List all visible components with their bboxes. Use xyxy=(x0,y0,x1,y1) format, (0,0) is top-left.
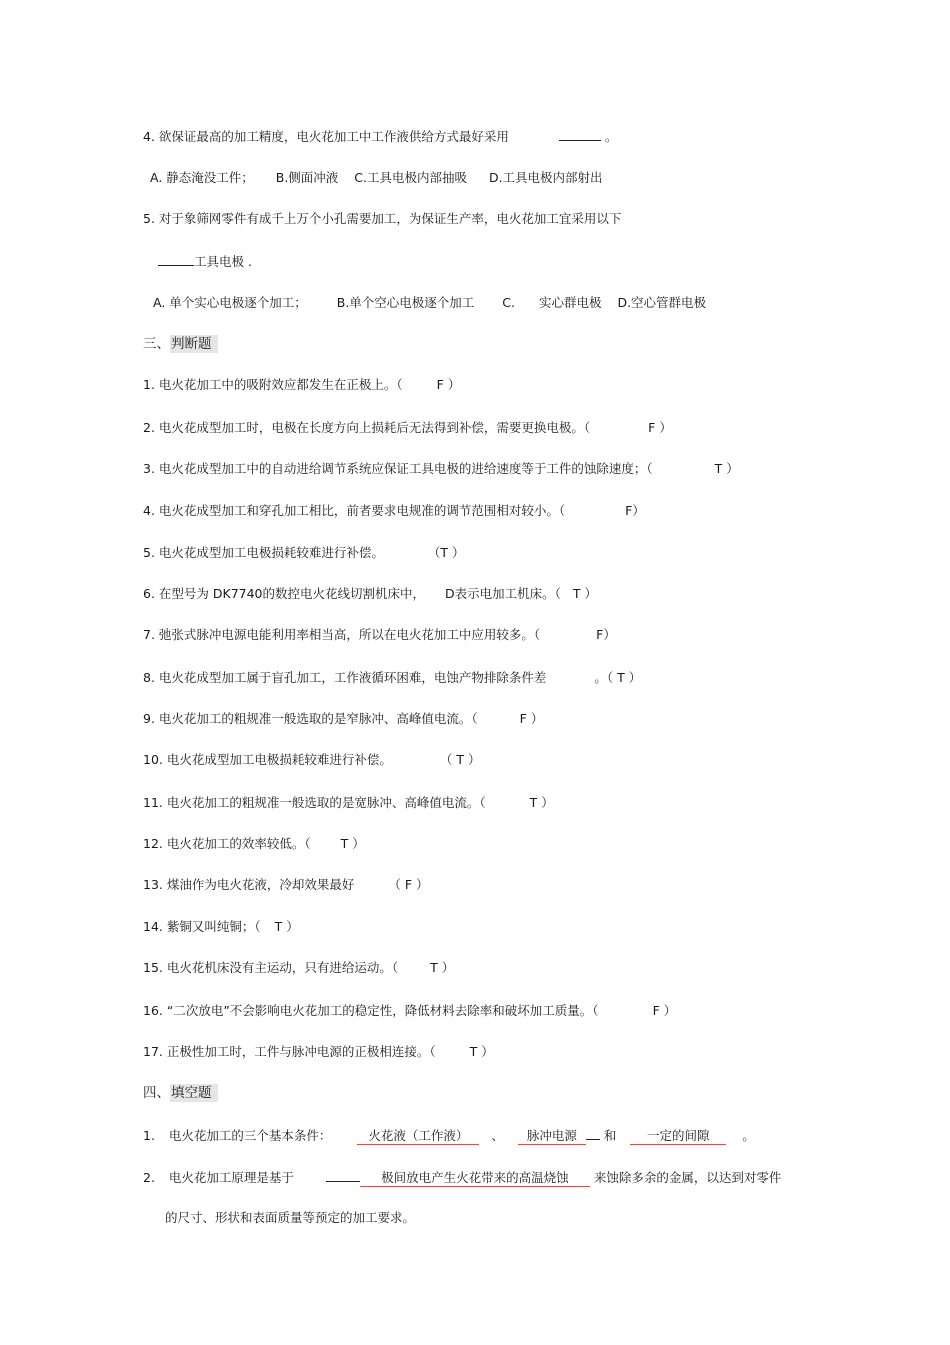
tf-item-14 xyxy=(143,919,299,935)
tf-answer: 。（ T ） xyxy=(594,670,642,685)
fill1-answer-1: 火花液（工作液） xyxy=(357,1128,479,1145)
fill1-sep1: 、 xyxy=(491,1128,504,1143)
q5-option-b: B.单个空心电极逐个加工 xyxy=(336,295,475,310)
tf-question: 13. 煤油作为电火花液，冷却效果最好 xyxy=(143,877,355,892)
tf-question: 3. 电火花成型加工中的自动进给调节系统应保证工具电极的进给速度等于工件的蚀除速度；（ xyxy=(143,461,653,476)
tf-item-13 xyxy=(143,877,429,893)
tf-item-6 xyxy=(143,586,597,602)
fill2-after: 来蚀除多余的金属，以达到对零件 xyxy=(593,1170,782,1185)
q4-number: 4. xyxy=(143,129,155,144)
tf-answer: F） xyxy=(596,627,616,642)
tf-item-3 xyxy=(143,461,739,477)
tf-item-1 xyxy=(143,377,460,393)
section4-prefix: 四、 xyxy=(143,1085,170,1101)
section3-heading xyxy=(143,336,218,352)
tf-question: 5. 电火花成型加工电极损耗较难进行补偿。 xyxy=(143,545,384,560)
tf-item-17 xyxy=(143,1044,494,1060)
q5-option-a: A. 单个实心电极逐个加工； xyxy=(153,295,307,310)
q4-end: 。 xyxy=(604,129,618,144)
tf-answer: T ） xyxy=(340,836,365,851)
tf-question: 7. 弛张式脉冲电源电能利用率相当高，所以在电火花加工中应用较多。（ xyxy=(143,627,541,642)
fill2-line2: 的尺寸、形状和表面质量等预定的加工要求。 xyxy=(165,1210,416,1225)
tf-answer: T ） xyxy=(469,1044,494,1059)
fill2-text: 电火花加工原理是基于 xyxy=(168,1170,294,1185)
section4-title: 填空题 xyxy=(170,1084,218,1102)
section3-title: 判断题 xyxy=(170,335,218,353)
fill2-answer-lead xyxy=(326,1169,360,1182)
tf-question: 10. 电火花成型加工电极损耗较难进行补偿。 xyxy=(143,752,392,767)
tf-question: 8. 电火花成型加工属于盲孔加工，工作液循环困难，电蚀产物排除条件差 xyxy=(143,670,547,685)
q4-option-c: C.工具电极内部抽吸 xyxy=(354,170,467,185)
tf-item-5 xyxy=(143,545,465,561)
q5-text: 对于象筛网零件有成千上万个小孔需要加工，为保证生产率，电火花加工宜采用以下 xyxy=(158,211,622,226)
q4-option-d: D.工具电极内部射出 xyxy=(488,170,603,185)
tf-question-cont: D表示电加工机床。（ xyxy=(445,586,561,601)
fill1-answer-2: 脉冲电源 xyxy=(518,1128,586,1145)
q4-answer-blank xyxy=(559,128,601,141)
q4-text: 欲保证最高的加工精度，电火花加工中工作液供给方式最好采用 xyxy=(158,129,509,144)
tf-answer: F ） xyxy=(652,1003,677,1018)
q5-number: 5. xyxy=(143,211,155,226)
q5-line xyxy=(143,211,621,227)
tf-question: 1. 电火花加工中的吸附效应都发生在正极上。（ xyxy=(143,377,403,392)
section4-heading xyxy=(143,1085,218,1101)
section3-prefix: 三、 xyxy=(143,336,170,352)
fill1-end: 。 xyxy=(742,1128,755,1143)
q4-line xyxy=(143,128,617,145)
fill1-text: 电火花加工的三个基本条件： xyxy=(168,1128,332,1143)
q5-options xyxy=(153,295,706,311)
tf-question: 4. 电火花成型加工和穿孔加工相比，前者要求电规准的调节范围相对较小。（ xyxy=(143,503,566,518)
q5-option-c-text: 实心群电极 xyxy=(538,295,602,310)
tf-question: 15. 电火花机床没有主运动，只有进给运动。（ xyxy=(143,960,399,975)
fill1-answer-2-tail xyxy=(586,1127,600,1140)
tf-question: 12. 电火花加工的效率较低。（ xyxy=(143,836,311,851)
tf-answer: T ） xyxy=(529,795,554,810)
tf-item-9 xyxy=(143,711,543,727)
tf-item-2 xyxy=(143,420,672,436)
fill2-number: 2. xyxy=(143,1170,155,1185)
fill2-answer-1: 极间放电产生火花带来的高温烧蚀 xyxy=(360,1170,590,1187)
q5-option-d: D.空心管群电极 xyxy=(617,295,707,310)
tf-answer: F） xyxy=(625,503,645,518)
tf-item-4 xyxy=(143,503,645,519)
q5-line2-text: 工具电极 . xyxy=(194,254,252,269)
tf-answer: F ） xyxy=(648,420,672,435)
fill-item-1 xyxy=(143,1127,755,1145)
tf-question: 2. 电火花成型加工时，电极在长度方向上损耗后无法得到补偿，需要更换电极。（ xyxy=(143,420,591,435)
q4-option-a: A. 静态淹没工件； xyxy=(150,170,254,185)
tf-item-7 xyxy=(143,627,616,643)
tf-answer: F ） xyxy=(519,711,544,726)
tf-item-11 xyxy=(143,795,554,811)
q5-answer-blank xyxy=(158,253,194,266)
tf-answer: F ） xyxy=(436,377,461,392)
tf-answer: T ） xyxy=(714,461,739,476)
q4-options xyxy=(150,170,603,186)
tf-answer: （T ） xyxy=(427,545,465,560)
tf-question: 14. 紫铜又叫纯铜；（ xyxy=(143,919,261,934)
tf-answer: T ） xyxy=(430,960,455,975)
tf-item-16 xyxy=(143,1003,676,1019)
tf-item-8 xyxy=(143,670,641,686)
q5-option-c: C. xyxy=(502,295,515,310)
q4-option-b: B.侧面冲液 xyxy=(275,170,339,185)
tf-answer: T ） xyxy=(274,919,299,934)
tf-question: 9. 电火花加工的粗规准一般选取的是窄脉冲、高峰值电流。（ xyxy=(143,711,478,726)
tf-question: 16. “二次放电”不会影响电火花加工的稳定性，降低材料去除率和破坏加工质量。（ xyxy=(143,1003,599,1018)
tf-answer: （ F ） xyxy=(388,877,429,892)
fill1-number: 1. xyxy=(143,1128,155,1143)
tf-question: 6. 在型号为 DK7740的数控电火花线切割机床中， xyxy=(143,586,426,601)
q5-line2 xyxy=(158,253,252,270)
tf-answer: （ T ） xyxy=(439,752,481,767)
fill-item-2-line2 xyxy=(165,1210,415,1226)
tf-question: 11. 电火花加工的粗规准一般选取的是宽脉冲、高峰值电流。（ xyxy=(143,795,486,810)
tf-answer: T ） xyxy=(572,586,598,601)
tf-item-12 xyxy=(143,836,365,852)
fill1-sep2: 和 xyxy=(603,1128,617,1143)
fill1-answer-3: 一定的间隙 xyxy=(630,1128,726,1145)
tf-item-15 xyxy=(143,960,454,976)
tf-item-10 xyxy=(143,752,480,768)
tf-question: 17. 正极性加工时，工件与脉冲电源的正极相连接。（ xyxy=(143,1044,436,1059)
fill-item-2 xyxy=(143,1169,781,1187)
